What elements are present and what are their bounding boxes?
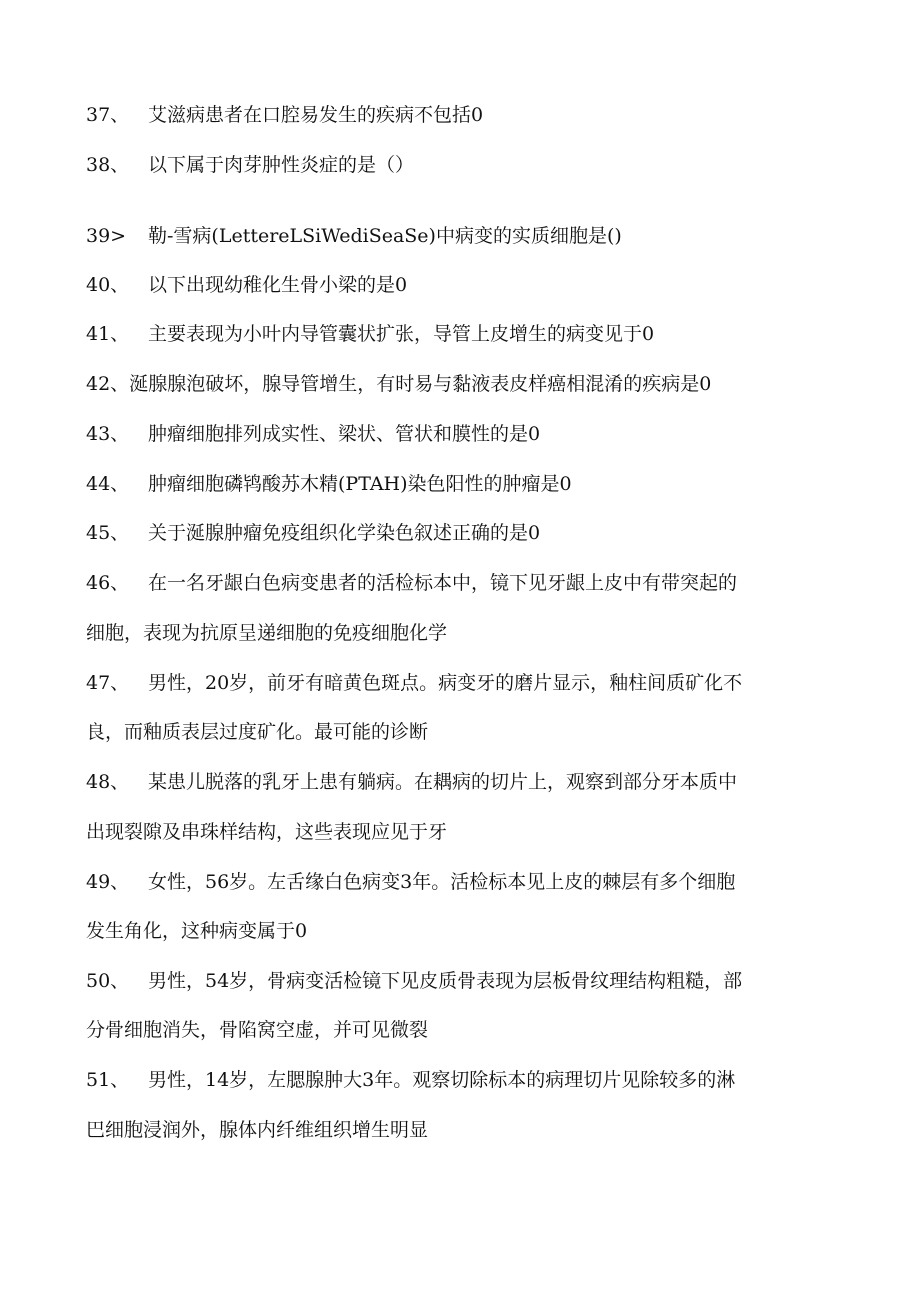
question-number: 45、 [86,522,130,544]
question-text: 勒-雪病(LettereLSiWediSeaSe)中病变的实质细胞是() [148,225,622,247]
question-text: 女性，56岁。左舌缘白色病变3年。活检标本见上皮的棘层有多个细胞 [148,871,736,893]
question-text: 男性，20岁，前牙有暗黄色斑点。病变牙的磨片显示，釉柱间质矿化不 [148,672,743,694]
question-text: 细胞，表现为抗原呈递细胞的免疫细胞化学 [86,622,448,644]
question-number: 42、 [86,373,130,395]
question-48 [86,770,737,794]
question-text: 肿瘤细胞排列成实性、梁状、管状和膜性的是0 [148,423,541,445]
question-number: 37、 [86,104,130,126]
question-46 [86,571,737,595]
question-number: 43、 [86,423,130,445]
question-49 [86,870,735,894]
question-40 [86,273,407,297]
question-text: 分骨细胞消失，骨陷窝空虚，并可见微裂 [86,1019,429,1041]
question-47 [86,671,742,695]
question-text: 肿瘤细胞磷鸨酸苏木精(PTAH)染色阳性的肿瘤是0 [148,473,572,495]
question-44 [86,472,572,496]
question-50 [86,969,742,993]
question-38 [86,153,414,177]
question-number: 48、 [86,771,130,793]
question-number: 39> [86,225,127,247]
question-text: 出现裂隙及串珠样结构，这些表现应见于牙 [86,821,448,843]
question-39 [86,224,622,248]
question-51 [86,1068,735,1092]
question-text: 涎腺腺泡破坏，腺导管增生，有时易与黏液表皮样癌相混淆的疾病是0 [129,373,712,395]
question-number: 38、 [86,154,130,176]
question-45 [86,521,540,545]
question-text: 某患儿脱落的乳牙上患有躺病。在耦病的切片上，观察到部分牙本质中 [148,771,738,793]
question-number: 49、 [86,871,130,893]
question-48-continuation [86,820,447,844]
question-number: 41、 [86,323,130,345]
question-text: 以下属于肉芽肿性炎症的是（） [148,154,415,176]
question-text: 男性，14岁，左腮腺肿大3年。观察切除标本的病理切片见除较多的淋 [148,1069,736,1091]
question-text: 以下出现幼稚化生骨小梁的是0 [148,274,408,296]
question-number: 51、 [86,1069,130,1091]
question-50-continuation [86,1018,428,1042]
question-text: 男性，54岁，骨病变活检镜下见皮质骨表现为层板骨纹理结构粗糙，部 [148,970,743,992]
question-37 [86,103,483,127]
question-text: 关于涎腺肿瘤免疫组织化学染色叙述正确的是0 [148,522,541,544]
question-number: 44、 [86,473,130,495]
question-49-continuation [86,919,307,943]
question-text: 在一名牙龈白色病变患者的活检标本中，镜下见牙龈上皮中有带突起的 [148,572,738,594]
question-41 [86,322,654,346]
question-43 [86,422,540,446]
question-47-continuation [86,720,428,744]
question-number: 40、 [86,274,130,296]
question-46-continuation [86,621,447,645]
question-text: 艾滋病患者在口腔易发生的疾病不包括0 [148,104,484,126]
question-number: 47、 [86,672,130,694]
question-text: 良，而釉质表层过度矿化。最可能的诊断 [86,721,429,743]
question-text: 主要表现为小叶内导管囊状扩张，导管上皮增生的病变见于0 [148,323,655,345]
question-42 [86,372,711,396]
question-text: 发生角化，这种病变属于0 [86,920,308,942]
question-number: 50、 [86,970,130,992]
question-text: 巴细胞浸润外，腺体内纤维组织增生明显 [86,1119,429,1141]
question-number: 46、 [86,572,130,594]
question-51-continuation [86,1118,428,1142]
